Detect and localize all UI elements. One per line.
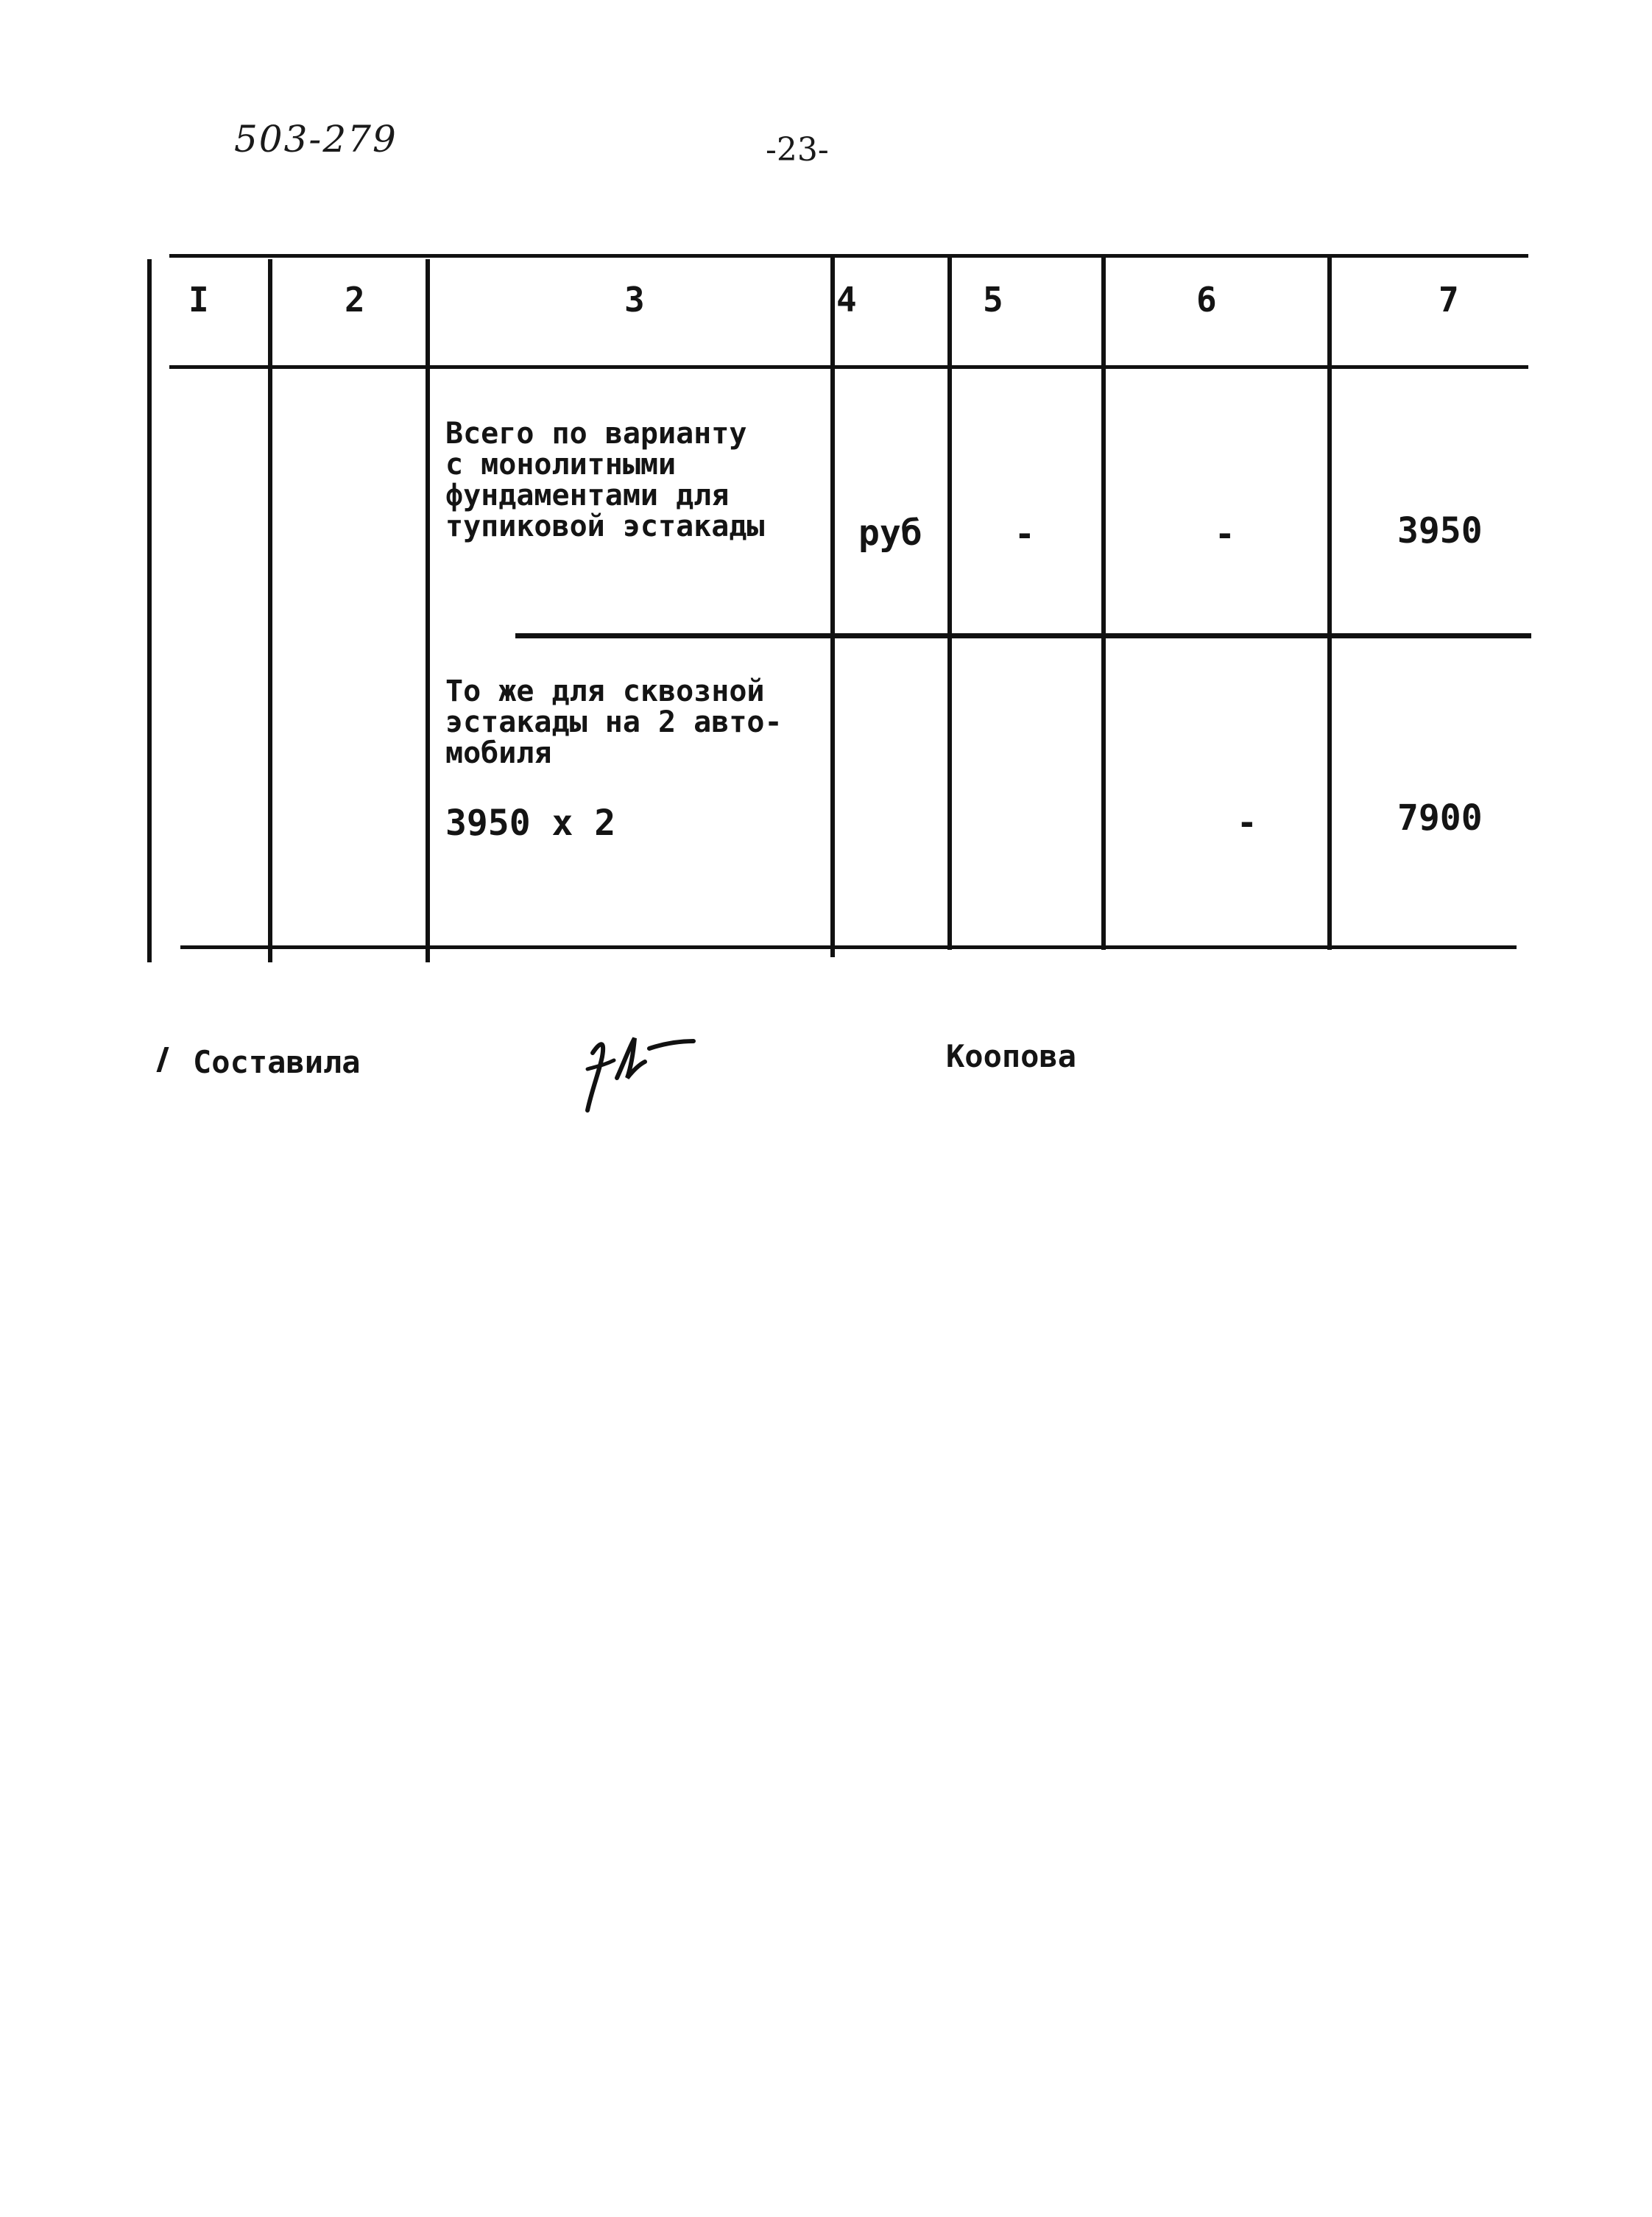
column-header-3: 3 bbox=[624, 280, 645, 320]
handwritten-signature bbox=[560, 1016, 707, 1119]
column-header-1: I bbox=[188, 280, 209, 320]
footer-slash-mark bbox=[156, 1047, 169, 1072]
column-divider-4 bbox=[947, 254, 952, 950]
compiled-by-label: Составила bbox=[193, 1044, 361, 1080]
table-header-divider bbox=[169, 365, 1528, 369]
row2-total: 7900 bbox=[1397, 797, 1483, 839]
table-bottom-border bbox=[180, 945, 1517, 949]
row2-formula: 3950 x 2 bbox=[445, 803, 616, 844]
column-header-6: 6 bbox=[1196, 280, 1217, 320]
column-divider-2 bbox=[426, 259, 430, 962]
column-header-7: 7 bbox=[1439, 280, 1459, 320]
column-divider-3 bbox=[830, 254, 835, 957]
row2-col6-value: - bbox=[1237, 803, 1257, 842]
row1-description: Всего по варианту с монолитными фундаментами для тупиковой эстакады bbox=[445, 417, 765, 543]
table-row-divider bbox=[515, 633, 1531, 638]
table-left-border bbox=[147, 259, 152, 962]
column-header-4: 4 bbox=[836, 280, 857, 320]
column-divider-5 bbox=[1101, 254, 1106, 950]
table-top-border bbox=[169, 254, 1528, 258]
column-header-5: 5 bbox=[983, 280, 1003, 320]
row1-col5-value: - bbox=[1014, 514, 1035, 554]
row1-col6-value: - bbox=[1215, 514, 1235, 554]
row1-unit: руб bbox=[858, 512, 922, 554]
document-code: 503-279 bbox=[234, 118, 398, 161]
row2-description: То же для сквозной эстакады на 2 авто- мобиля bbox=[445, 674, 783, 770]
column-divider-1 bbox=[268, 259, 272, 962]
signer-name: Коопова bbox=[946, 1038, 1077, 1074]
column-header-2: 2 bbox=[345, 280, 365, 320]
page-number: -23- bbox=[766, 131, 829, 169]
column-divider-6 bbox=[1327, 254, 1332, 950]
row1-total: 3950 bbox=[1397, 510, 1483, 551]
